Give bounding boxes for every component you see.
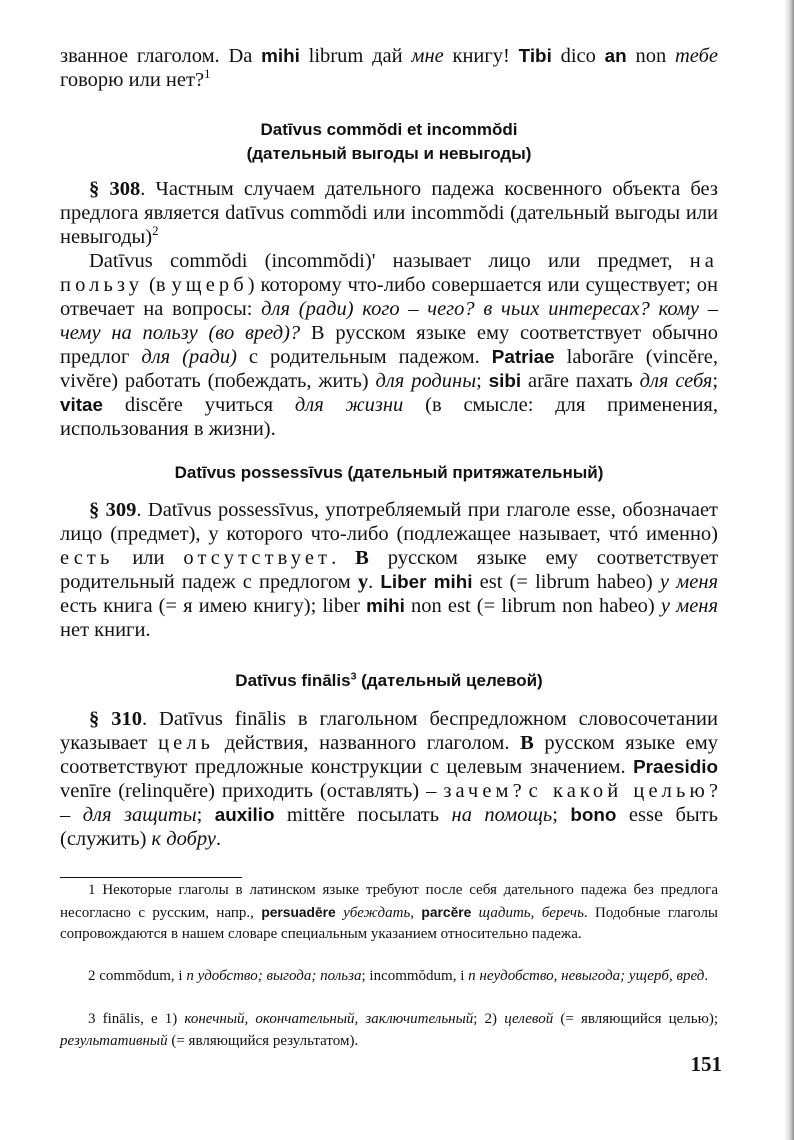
footnote-ref[interactable]: 3: [350, 670, 357, 683]
text-run: laborāre (vincĕre, vivĕre) работать (побеждать, жить): [60, 346, 718, 392]
text-run: В русском языке ему соответствует обычно предлог: [60, 322, 718, 368]
emphasis: на помощь: [451, 804, 553, 826]
emphasis: целевой: [504, 1011, 554, 1027]
text-run: (в смысле: для применения, использования в жизни).: [60, 394, 718, 440]
latin-word: bono: [570, 804, 617, 825]
text-run: (в: [143, 274, 172, 296]
latin-word: mihi: [261, 45, 300, 66]
text-run: discĕre учиться: [103, 394, 295, 416]
text-run: званное глаголом. Da: [60, 45, 262, 67]
text-run: .: [368, 571, 381, 593]
text-run: venīre (relinquĕre) приходить (оставлять) –: [60, 780, 444, 802]
text-run: ) которому что-либо совершается или существует; он отвечает на вопросы:: [60, 274, 718, 320]
paragraph-310: [60, 707, 718, 851]
text-run: ;: [712, 370, 719, 392]
text-run: [427, 571, 434, 593]
footnote-1: [60, 880, 718, 946]
text-run: ,: [410, 904, 422, 921]
text-run: (= являющийся результатом).: [167, 1032, 359, 1049]
text-run: с родительным падежом.: [236, 346, 492, 368]
latin-word: auxilio: [214, 804, 275, 825]
latin-word: Praesidio: [633, 756, 718, 777]
latin-word: mihi: [366, 595, 405, 616]
text-run: ;: [476, 370, 489, 392]
text-run: книгу!: [443, 45, 519, 67]
text-run: [336, 905, 343, 921]
footnote-3: [60, 1009, 718, 1052]
emphasis: результативный: [60, 1032, 168, 1049]
text-run: dico: [551, 45, 605, 67]
section-heading-finalis: [60, 669, 718, 693]
emphasis: для (ради) кого – чего? в чьих интересах? кому – чему на пользу (во вред)?: [60, 298, 718, 344]
footnote-ref[interactable]: 1: [204, 67, 211, 82]
text-run: .: [331, 547, 356, 569]
text-run: ; 2): [473, 1011, 505, 1027]
text-run: (= являющийся целью);: [553, 1011, 718, 1027]
text-run: ?: [512, 780, 529, 802]
text-run: non: [626, 45, 675, 67]
text-run: [471, 905, 478, 921]
paragraph-number: § 308: [89, 178, 141, 200]
latin-word: persuadēre: [261, 904, 336, 920]
preposition: у: [357, 571, 369, 593]
text-run: .: [704, 968, 709, 984]
text-run: русском языке ему соответствует родительный падеж с предлогом: [60, 547, 719, 593]
paragraph-number: § 310: [89, 708, 142, 730]
emphasis: для защиты: [82, 804, 197, 826]
spaced-emphasis: зачем: [443, 780, 513, 802]
text-run: est (= librum habeo): [472, 571, 660, 593]
text-run: . Частным случаем дательного падежа косвенного объекта без предлога является datīvus commŏdi или incommŏdi (дательный выгоды или невыгоды): [60, 178, 718, 248]
latin-word: sibi: [488, 370, 522, 391]
latin-word: Patriae: [491, 346, 555, 367]
heading-text: (дательный целевой): [356, 671, 543, 690]
text-run: arāre пахать: [521, 370, 640, 392]
text-run: .: [215, 828, 222, 850]
text-run: . Datīvus possessīvus, употребляемый при глаголе esse, обозначает лицо (предмет), у которого что-либо (подлежащее называет, чтó именно): [60, 499, 719, 545]
text-run: Некоторые глаголы в латинском языке требуют после себя дательного падежа без предлога несогласно с русским, напр.,: [60, 882, 718, 921]
text-run: ;: [552, 804, 571, 826]
text-run: . Datīvus finālis в глагольном беспредложном словосочетании указывает: [60, 708, 719, 754]
section-heading-commodi: [60, 118, 718, 166]
emphasis: к добру: [151, 828, 216, 850]
spaced-emphasis: есть: [60, 547, 114, 569]
text-run: говорю или нет?: [60, 69, 205, 91]
text-run: esse быть (служить): [60, 804, 718, 850]
latin-word: parcĕre: [421, 904, 472, 920]
latin-word: Liber: [380, 571, 427, 592]
text-run: librum дай: [299, 45, 412, 67]
spaced-emphasis: ущерб: [171, 274, 248, 296]
text-run: Datīvus commŏdi (incommŏdi)' называет лицо или предмет,: [89, 250, 690, 272]
spaced-emphasis: отсутствует: [183, 547, 332, 569]
emphasis: n удобство; выгода; польза: [186, 968, 362, 984]
emphasis: для родины: [375, 370, 477, 392]
latin-word: an: [604, 45, 627, 66]
text-run: ;: [196, 804, 215, 826]
emphasis: у меня: [660, 595, 718, 617]
footnote-number: 2: [88, 968, 96, 984]
latin-word: mihi: [433, 571, 473, 592]
opening-paragraph: [60, 44, 718, 92]
text-run: русском языке ему соответствуют предложные конструкции с целевым значением.: [60, 732, 719, 778]
heading-text: Datīvus finālis: [235, 671, 351, 690]
paragraph-commodi: [60, 249, 718, 441]
emphasis: мне: [411, 45, 444, 67]
page-number: 151: [690, 1052, 722, 1076]
emphasis: конечный, окончательный, заключительный: [184, 1011, 474, 1027]
footnote-2: [60, 966, 718, 988]
text-run: действия, названного глаголом.: [214, 732, 521, 754]
latin-word: vitae: [60, 394, 103, 415]
emphasis: тебе: [674, 45, 718, 67]
spaced-emphasis: цель: [158, 732, 215, 754]
emphasis: для себя: [639, 370, 713, 392]
footnote-number: 3: [88, 1011, 96, 1027]
emphasis: у меня: [659, 571, 719, 593]
paragraph-309: [60, 498, 718, 642]
text-run: В: [355, 547, 369, 569]
emphasis: для жизни: [294, 394, 404, 416]
paragraph-number: § 309: [89, 499, 137, 521]
emphasis: убеждать: [343, 904, 411, 921]
emphasis: n неудобство, невыгода; ущерб, вред: [468, 968, 705, 984]
text-run: есть книга (= я имею книгу); liber: [60, 595, 367, 617]
heading-line: (дательный выгоды и невыгоды): [246, 144, 532, 163]
spaced-emphasis: на пользу: [60, 250, 718, 296]
emphasis: щадить, беречь: [478, 904, 584, 921]
footnote-ref[interactable]: 2: [152, 224, 159, 239]
page-edge-shadow: [784, 0, 794, 1140]
text-run: non est (= librum non habeo): [404, 595, 661, 617]
text-run: finālis, e 1): [95, 1011, 185, 1027]
footnote-separator: [60, 877, 242, 878]
text-run: или: [113, 547, 184, 569]
paragraph-308: [60, 177, 718, 249]
heading-line: Datīvus commŏdi et incommŏdi: [260, 120, 518, 139]
text-run: В: [520, 732, 534, 754]
text-run: ? –: [60, 780, 718, 826]
latin-word: Tibi: [518, 45, 552, 66]
footnote-number: 1: [88, 882, 96, 898]
text-run: mittĕre посылать: [274, 804, 452, 826]
text-run: ; incommŏdum, i: [361, 968, 469, 984]
text-run: commŏdum, i: [95, 968, 187, 984]
section-heading-possessivus: Datīvus possessīvus (дательный притяжательный): [174, 463, 604, 482]
spaced-emphasis: с какой целью: [528, 780, 709, 802]
text-run: . Подобные глаголы сопровождаются в нашем словаре специальным указанием относительно падежа.: [60, 904, 719, 942]
emphasis: для (ради): [141, 346, 237, 368]
text-run: нет книги.: [60, 619, 151, 641]
